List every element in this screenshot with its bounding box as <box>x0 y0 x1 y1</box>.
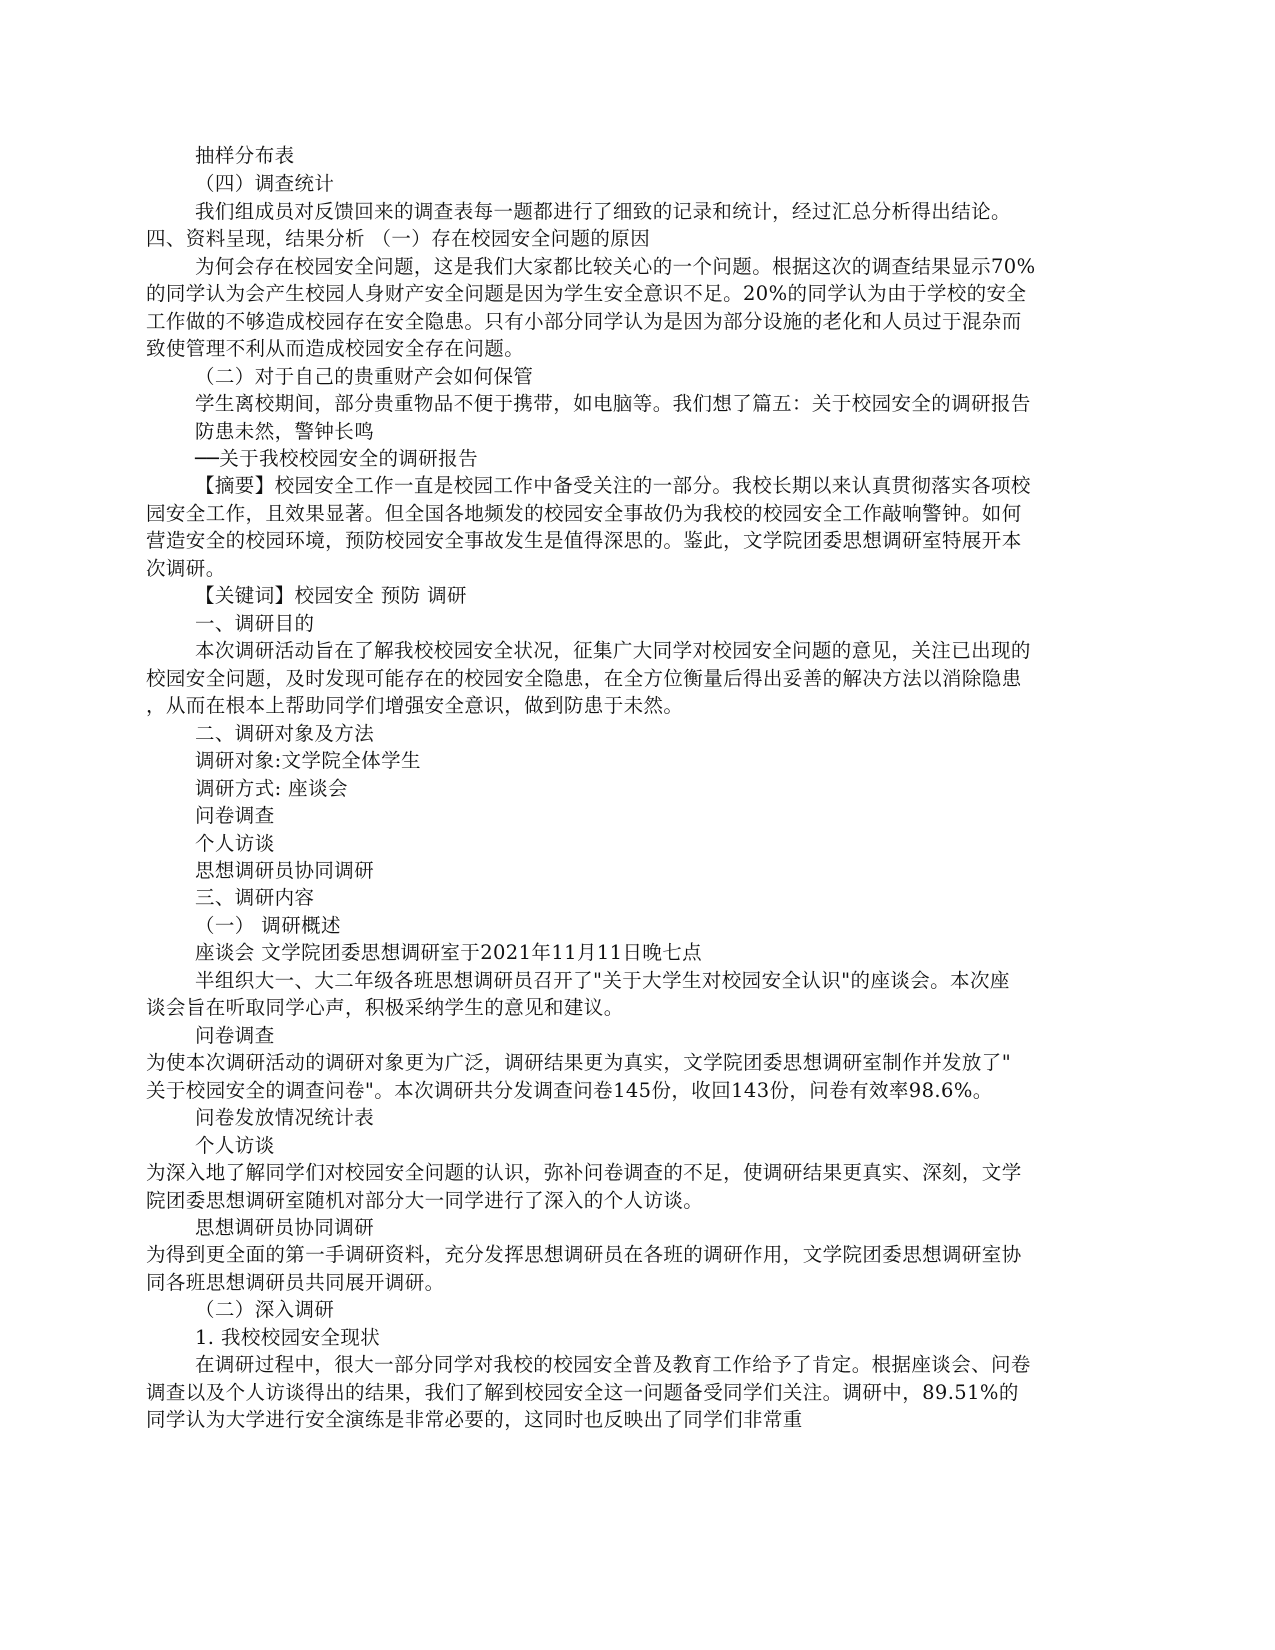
text-line: 我们组成员对反馈回来的调查表每一题都进行了细致的记录和统计，经过汇总分析得出结论。 <box>195 200 1011 223</box>
section-heading: 四、资料呈现，结果分析 （一）存在校园安全问题的原因 <box>146 227 651 250</box>
text-line: 本次调研活动旨在了解我校校园安全状况，征集广大同学对校园安全问题的意见，关注已出现的 <box>195 639 1031 662</box>
text-line: 园安全工作，且效果显著。但全国各地频发的校园安全事故仍为我校的校园安全工作敲响警钟。如何 <box>146 502 1022 525</box>
text-line: 【摘要】校园安全工作一直是校园工作中备受关注的一部分。我校长期以来认真贯彻落实各项校 <box>195 474 1031 497</box>
text-line: 思想调研员协同调研 <box>195 859 375 882</box>
text-line: 防患未然，警钟长鸣 <box>195 420 375 443</box>
text-line: （一） 调研概述 <box>195 914 341 937</box>
text-line: 次调研。 <box>146 557 226 580</box>
text-line: （四）调查统计 <box>195 172 335 195</box>
text-line: 关于校园安全的调查问卷"。本次调研共分发调查问卷145份，收回143份，问卷有效率98.6%。 <box>146 1079 993 1102</box>
text-line: 问卷调查 <box>195 804 275 827</box>
text-line: 为使本次调研活动的调研对象更为广泛，调研结果更为真实，文学院团委思想调研室制作并发放了" <box>146 1051 1012 1074</box>
text-line: 调研对象:文学院全体学生 <box>195 749 421 772</box>
text-line: 调研方式: 座谈会 <box>195 777 348 800</box>
text-line: 问卷调查 <box>195 1024 275 1047</box>
text-line: 同各班思想调研员共同展开调研。 <box>146 1271 445 1294</box>
text-line: 抽样分布表 <box>195 144 295 167</box>
text-line: 为深入地了解同学们对校园安全问题的认识，弥补问卷调查的不足，使调研结果更真实、深刻，文学 <box>146 1161 1022 1184</box>
text-line: 三、调研内容 <box>195 886 315 909</box>
text-line: 工作做的不够造成校园存在安全隐患。只有小部分同学认为是因为部分设施的老化和人员过于混杂而 <box>146 310 1022 333</box>
text-line: ，从而在根本上帮助同学们增强安全意识，做到防患于未然。 <box>146 694 684 717</box>
text-line: （二）深入调研 <box>195 1298 335 1321</box>
text-line: 调查以及个人访谈得出的结果，我们了解到校园安全这一问题备受同学们关注。调研中，89.51%的 <box>146 1381 1019 1404</box>
text-line: 【关键词】校园安全 预防 调研 <box>195 584 467 607</box>
text-line: 院团委思想调研室随机对部分大一同学进行了深入的个人访谈。 <box>146 1189 704 1212</box>
text-line: 个人访谈 <box>195 832 275 855</box>
text-line: 学生离校期间，部分贵重物品不便于携带，如电脑等。我们想了篇五：关于校园安全的调研报告 <box>195 392 1031 415</box>
text-line: （二）对于自己的贵重财产会如何保管 <box>195 365 534 388</box>
text-line: 校园安全问题，及时发现可能存在的校园安全隐患，在全方位衡量后得出妥善的解决方法以消除隐患 <box>146 667 1022 690</box>
text-line: 的同学认为会产生校园人身财产安全问题是因为学生安全意识不足。20%的同学认为由于学校的安全 <box>146 282 1027 305</box>
text-line: 问卷发放情况统计表 <box>195 1106 375 1129</box>
text-line: 半组织大一、大二年级各班思想调研员召开了"关于大学生对校园安全认识"的座谈会。本次座 <box>195 969 1010 992</box>
text-line: 营造安全的校园环境，预防校园安全事故发生是值得深思的。鉴此，文学院团委思想调研室特展开本 <box>146 529 1022 552</box>
text-line: 1. 我校校园安全现状 <box>195 1326 381 1349</box>
text-line: 为得到更全面的第一手调研资料，充分发挥思想调研员在各班的调研作用，文学院团委思想调研室协 <box>146 1243 1022 1266</box>
text-line: 同学认为大学进行安全演练是非常必要的，这同时也反映出了同学们非常重 <box>146 1408 803 1431</box>
text-line: 座谈会 文学院团委思想调研室于2021年11月11日晚七点 <box>195 941 703 964</box>
text-line: ──关于我校校园安全的调研报告 <box>195 447 478 470</box>
text-line: 谈会旨在听取同学心声，积极采纳学生的意见和建议。 <box>146 996 624 1019</box>
text-line: 个人访谈 <box>195 1134 275 1157</box>
text-line: 一、调研目的 <box>195 612 315 635</box>
text-line: 在调研过程中，很大一部分同学对我校的校园安全普及教育工作给予了肯定。根据座谈会、问卷 <box>195 1353 1031 1376</box>
text-line: 为何会存在校园安全问题，这是我们大家都比较关心的一个问题。根据这次的调查结果显示70% <box>195 255 1036 278</box>
text-line: 二、调研对象及方法 <box>195 722 375 745</box>
text-line: 思想调研员协同调研 <box>195 1216 375 1239</box>
text-line: 致使管理不利从而造成校园安全存在问题。 <box>146 337 525 360</box>
